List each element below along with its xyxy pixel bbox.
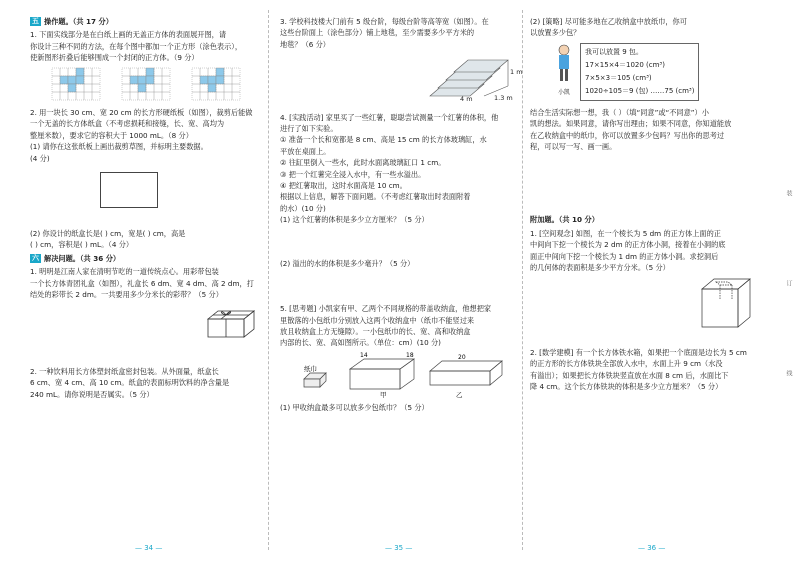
net-grid-cell xyxy=(60,84,68,92)
question-text-block xyxy=(530,107,770,153)
question-text: (2) [策略] 尽可能多地在乙收纳盒中放纸巾，你可 xyxy=(530,17,687,26)
student-name: 小凯 xyxy=(557,89,570,97)
page-number: — 36 — xyxy=(638,544,666,552)
question-text: 6 cm、宽 4 cm、高 10 cm。纸盒的表面标明饮料的净含量是 xyxy=(30,378,230,388)
question-text: 结处的彩带长 2 dm。一共要用多少分米长的彩带？（5 分） xyxy=(30,290,223,300)
net-grid-cell xyxy=(122,84,130,92)
net-grid-cell xyxy=(232,76,240,84)
net-grid-cell xyxy=(200,76,208,84)
question-stairs xyxy=(280,16,516,50)
cardboard-rectangle xyxy=(100,172,158,208)
net-grid-cell xyxy=(60,68,68,76)
calc-line: 17×15×4＝1020 (cm³) xyxy=(585,60,665,69)
net-grid-cell xyxy=(162,92,170,100)
question-text: (1) 甲收纳盒最多可以放多少包纸巾？（5 分） xyxy=(280,403,429,413)
binding-mark: 订 xyxy=(785,280,792,286)
question-text: 1. 下面实线部分是在白纸上画的无盖正方体的表面展开图，请 xyxy=(30,30,227,40)
question-text: 2. 一种饮料用长方体塑封纸盒密封包装。从外面量，纸盒长 xyxy=(30,366,219,376)
question-text: 有溢出）；如果把长方体铁块竖直放在水面 8 cm 后，水面比下 xyxy=(530,370,729,380)
net-grid-cell xyxy=(146,92,154,100)
question-2-part-2 xyxy=(30,228,262,251)
section-heading xyxy=(30,253,262,264)
net-grid-cell xyxy=(162,84,170,92)
net-grid-cell xyxy=(224,84,232,92)
question-text: 凯的想法。如果同意，请你写出理由；如果不同意，你知道能放 xyxy=(530,119,732,129)
net-grid-cell xyxy=(138,68,146,76)
question-text: 240 mL。请你说明是否属实。（5 分） xyxy=(30,389,154,399)
net-grid-cell xyxy=(130,68,138,76)
question-text: 的正方形的长方体铁块全部放入水中，水面上升 9 cm（水没 xyxy=(530,359,723,369)
net-grid-cell xyxy=(224,76,232,84)
net-grid-cell xyxy=(68,68,76,76)
question-text: 结合生活实际想一想，我（ ）（填“同意”或“不同意”）小 xyxy=(530,107,709,117)
net-grid-cell xyxy=(216,84,224,92)
net-grid-cell xyxy=(138,84,146,92)
question-text: (2) 你设计的纸盒长是( ) cm，宽是( ) cm，高是 xyxy=(30,229,186,239)
net-grid-cell xyxy=(208,92,216,100)
dimension-depth: 1.3 m xyxy=(494,94,513,103)
net-grid-cell xyxy=(154,68,162,76)
net-grid-cell xyxy=(130,76,138,84)
gift-box-figure xyxy=(30,303,262,339)
section-title: 解决问题。（共 36 分） xyxy=(44,253,121,263)
dimension-height: 1 m xyxy=(510,68,523,77)
binding-mark: 线 xyxy=(785,370,792,376)
question-text: 5. [思考题] 小凯家有甲、乙两个不同规格的带盖收纳盒，他想把家 xyxy=(280,304,492,314)
net-grid-cell xyxy=(224,92,232,100)
page-number: — 34 — xyxy=(135,544,163,552)
question-text: ④ 把红薯取出，这时水面高是 10 cm。 xyxy=(280,181,407,191)
question-text: 1. 明明是江南人家在清明节吃的一道传统点心。用彩带包装 xyxy=(30,267,219,277)
net-grid-cell xyxy=(68,76,76,84)
student-icon xyxy=(554,43,574,83)
net-grid-cell xyxy=(52,84,60,92)
question-text: 一个长方体青团礼盒（如图），礼盒长 6 dm、宽 4 dm、高 2 dm，打 xyxy=(30,278,254,288)
question-text: 在乙收纳盒中的纸巾，你可以放置多少包吗？写出你的思考过 xyxy=(530,130,725,140)
question-text: 根据以上信息，解答下面问题。（不考虑红薯取出时表面附着 xyxy=(280,192,471,202)
net-grid-cell xyxy=(192,76,200,84)
net-grid-cell xyxy=(200,68,208,76)
question-text: 一个无盖的长方体纸盒（不考虑损耗和接缝，长、宽、高均为 xyxy=(30,119,225,129)
question-text: 里散落的小包纸巾分别放入这两个收纳盒中（纸巾不能竖过来 xyxy=(280,315,475,325)
net-grid-cell xyxy=(162,76,170,84)
net-grid-cell xyxy=(208,84,216,92)
question-text: 这些台阶面上（涂色部分）铺上地毯，至少需要多少平方米的 xyxy=(280,28,475,38)
net-grid-cell xyxy=(76,92,84,100)
section-title: 附加题。（共 10 分） xyxy=(530,215,599,225)
question-text: 进行了如下实验。 xyxy=(280,124,338,134)
section-heading xyxy=(30,16,262,27)
stairs-figure xyxy=(280,52,523,104)
net-grid-cell xyxy=(60,76,68,84)
question-text: 平放在桌面上。 xyxy=(280,146,331,156)
calculation-box xyxy=(580,43,699,101)
net-grid-cell xyxy=(232,68,240,76)
net-grid-cell xyxy=(92,68,100,76)
dim-18: 18 xyxy=(406,351,414,359)
question-water-tank xyxy=(530,347,770,393)
question-text: 放且收纳盒上方无缝隙）。一小包纸巾的长、宽、高和收纳盒 xyxy=(280,326,471,336)
question-text: 内部的长、宽、高如图所示。（单位：cm）(10 分) xyxy=(280,338,441,348)
label-box-a: 甲 xyxy=(380,390,387,399)
net-grid-cell xyxy=(84,76,92,84)
question-text: ① 准备一个长和宽都是 8 cm、高是 15 cm 的长方体玻璃缸，水 xyxy=(280,135,487,145)
net-grid-cell xyxy=(232,84,240,92)
question-sweet-potato xyxy=(280,112,516,226)
section-number: 六 xyxy=(32,254,39,263)
label-tissue: 纸巾 xyxy=(304,364,317,373)
question-text: 的水）(10 分) xyxy=(280,203,326,213)
question-text: 使新图形折叠后能够围成一个封闭的正方体。（9 分） xyxy=(30,53,199,63)
calc-line: 7×5×3＝105 (cm³) xyxy=(585,73,652,82)
net-grid-cell xyxy=(76,84,84,92)
net-grid-cell xyxy=(216,92,224,100)
net-grid-cell xyxy=(224,68,232,76)
page-divider xyxy=(268,10,269,550)
net-grid-cell xyxy=(76,68,84,76)
question-text: (1) 这个红薯的体积是多少立方厘米？（5 分） xyxy=(280,215,429,225)
net-grid-cell xyxy=(138,76,146,84)
net-grid-cell xyxy=(146,84,154,92)
question-3 xyxy=(30,266,262,300)
net-grid-cell xyxy=(122,76,130,84)
page-divider xyxy=(522,10,523,550)
net-grid-cell xyxy=(52,76,60,84)
net-grid-cell xyxy=(138,92,146,100)
binding-mark: 装 xyxy=(785,190,792,196)
question-text: (4 分) xyxy=(30,153,50,163)
dim-20: 20 xyxy=(458,353,466,361)
question-text-block xyxy=(530,16,770,39)
dim-14: 14 xyxy=(360,351,368,359)
dimension-width: 4 m xyxy=(460,95,473,104)
net-grid-cell xyxy=(146,76,154,84)
page-34 xyxy=(30,16,262,536)
calc-line: 1020÷105＝9 (包) ……75 (cm³) xyxy=(585,86,695,95)
cube-hole-figure xyxy=(530,275,770,331)
question-2 xyxy=(30,107,262,164)
question-text-block xyxy=(280,258,516,269)
net-grid-cell xyxy=(130,92,138,100)
calc-line: 我可以放置 9 包。 xyxy=(585,47,643,56)
question-text: ② 往缸里倒入一些水，此时水面离玻璃缸口 1 cm。 xyxy=(280,158,446,168)
question-4 xyxy=(30,366,262,400)
question-text: 2. [数学建模] 有一个长方体铁水箱，如果把一个底面是边长为 5 cm xyxy=(530,347,747,357)
net-grid-cell xyxy=(162,68,170,76)
question-text: 整厘米数），要求它的容积大于 1000 mL。（8 分） xyxy=(30,130,193,140)
question-text: 降 4 cm。这个长方体铁块的体积是多少立方厘米？（5 分） xyxy=(530,382,723,392)
question-text: ③ 把一个红薯完全浸入水中，有一些水溢出。 xyxy=(280,169,426,179)
net-grid-cell xyxy=(200,92,208,100)
question-text: 程，可以写一写、画一画。 xyxy=(530,142,617,152)
net-grid-cell xyxy=(68,84,76,92)
net-grid-cell xyxy=(52,68,60,76)
net-grid-cell xyxy=(208,68,216,76)
question-text: 4. [实践活动] 家里买了一些红薯，聪聪尝试测量一个红薯的体积，他 xyxy=(280,112,499,122)
net-grid-cell xyxy=(192,68,200,76)
net-grid-cell xyxy=(60,92,68,100)
net-grid-cell xyxy=(146,68,154,76)
page-36 xyxy=(530,16,770,536)
section-number: 五 xyxy=(32,17,39,26)
net-grid-cell xyxy=(216,68,224,76)
net-grid-cell xyxy=(84,84,92,92)
question-text: 的几何体的表面积是多少平方分米。（5 分） xyxy=(530,263,670,273)
net-grid-cell xyxy=(154,92,162,100)
net-grid-cell xyxy=(130,84,138,92)
net-grid-cell xyxy=(84,68,92,76)
question-text: (2) 溢出的水的体积是多少毫升？（5 分） xyxy=(280,258,415,268)
question-text: 中间向下挖一个棱长为 2 dm 的正方体小洞，接着在小洞的底 xyxy=(530,240,726,250)
question-text: (1) 请你在这张纸板上画出裁剪草图，并标明主要数据。 xyxy=(30,142,208,152)
net-grid-cell xyxy=(84,92,92,100)
net-grid-cell xyxy=(92,76,100,84)
net-grid-cell xyxy=(208,76,216,84)
net-grid-cell xyxy=(76,76,84,84)
section-heading xyxy=(530,214,770,225)
question-1 xyxy=(30,29,262,63)
cube-net-figures xyxy=(30,66,262,100)
net-grid-cell xyxy=(232,92,240,100)
net-grid-cell xyxy=(192,84,200,92)
net-grid-cell xyxy=(122,92,130,100)
question-storage-box xyxy=(280,303,516,349)
question-text: 以放置多少包？ xyxy=(530,28,581,38)
net-grid-cell xyxy=(68,92,76,100)
question-text-block xyxy=(280,402,516,413)
page-number: — 35 — xyxy=(385,544,413,552)
question-text: 你设计三种不同的方法，在每个图中都加一个正方形（涂色表示）， xyxy=(30,41,243,51)
question-text: 3. 学校科技楼大门前有 5 级台阶，每级台阶等高等宽（如图）。在 xyxy=(280,17,489,26)
net-grid-cell xyxy=(192,92,200,100)
question-cube-hole xyxy=(530,228,770,274)
net-grid-cell xyxy=(92,92,100,100)
net-grid-cell xyxy=(92,84,100,92)
net-grid-cell xyxy=(154,84,162,92)
net-grid-cell xyxy=(154,76,162,84)
question-text: 2. 用一块长 30 cm、宽 20 cm 的长方形硬纸板（如图），裁剪后能做 xyxy=(30,108,253,118)
student-figure xyxy=(554,43,574,101)
section-title: 操作题。（共 17 分） xyxy=(44,17,113,26)
net-grid-cell xyxy=(122,68,130,76)
question-text: 面正中间向下挖一个棱长为 1 dm 的正方体小洞。求挖洞后 xyxy=(530,251,719,261)
page-35 xyxy=(280,16,523,536)
net-grid-cell xyxy=(200,84,208,92)
label-box-b: 乙 xyxy=(456,390,463,399)
net-grid-cell xyxy=(216,76,224,84)
question-text: 1. [空间观念] 如图，在一个棱长为 5 dm 的正方体上面的正 xyxy=(530,228,721,238)
question-text: 地毯？（6 分） xyxy=(280,39,330,49)
thought-area xyxy=(554,43,770,101)
storage-boxes-figure xyxy=(280,351,516,399)
question-text: ( ) cm，容积是( ) mL。（4 分） xyxy=(30,240,134,250)
net-grid-cell xyxy=(52,92,60,100)
